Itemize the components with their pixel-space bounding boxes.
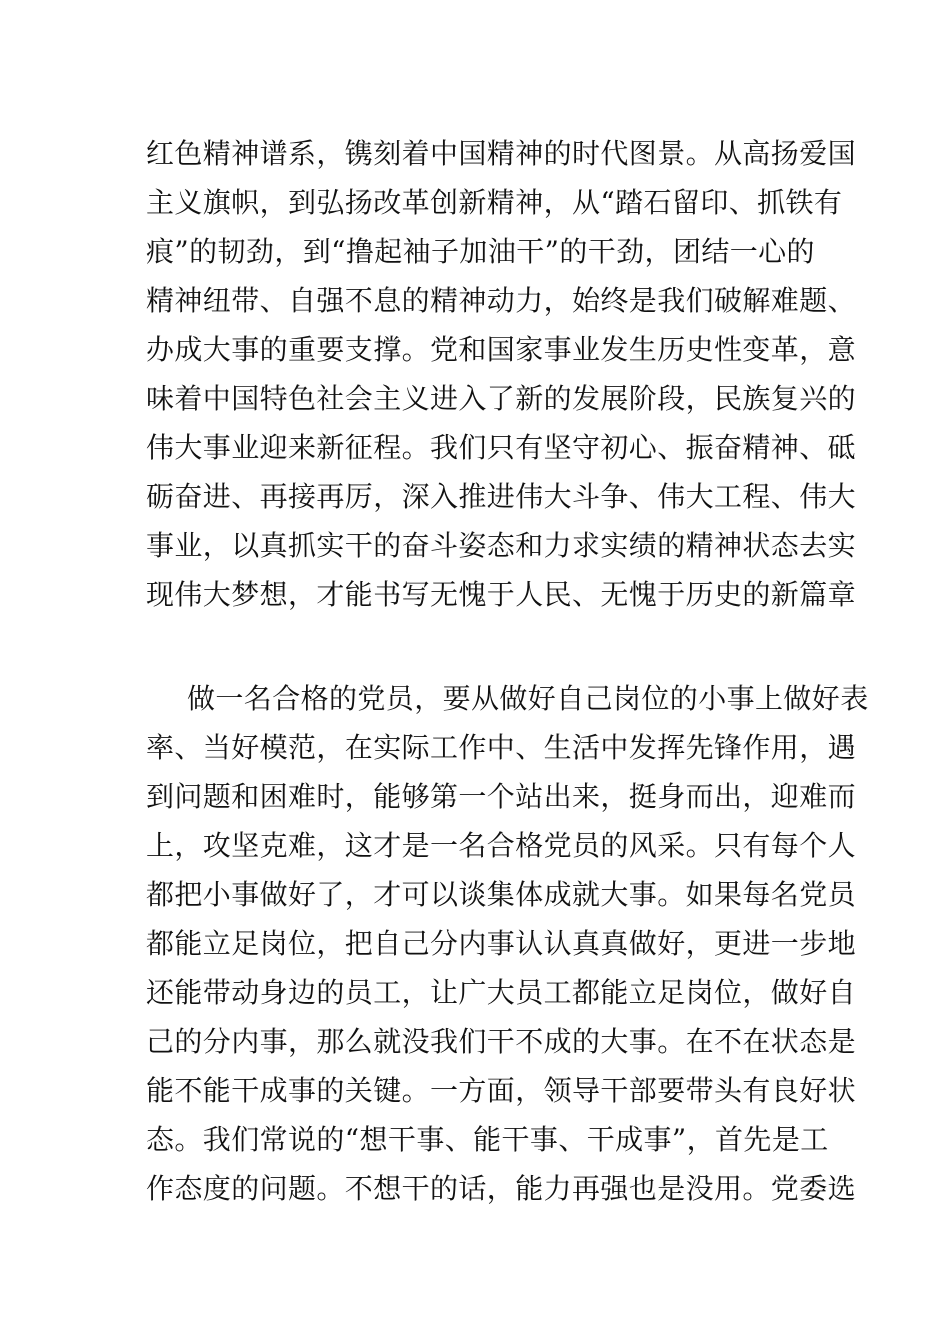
paragraph-1-line: 精神纽带、自强不息的精神动力，始终是我们破解难题、	[146, 284, 857, 317]
paragraph-1-line: 痕”的韧劲，到“撸起袖子加油干”的干劲，团结一心的	[146, 235, 815, 268]
paragraph-2-line: 能不能干成事的关键。一方面，领导干部要带头有良好状	[146, 1074, 857, 1107]
paragraph-2-line: 都把小事做好了，才可以谈集体成就大事。如果每名党员	[146, 878, 857, 911]
paragraph-1-line: 味着中国特色社会主义进入了新的发展阶段，民族复兴的	[146, 382, 857, 415]
paragraph-1-line: 事业，以真抓实干的奋斗姿态和力求实绩的精神状态去实	[146, 529, 857, 562]
paragraph-2-first-line: 做一名合格的党员，要从做好自己岗位的小事上做好表	[187, 682, 869, 715]
paragraph-2-line: 率、当好模范，在实际工作中、生活中发挥先锋作用，遇	[146, 731, 857, 764]
paragraph-2	[146, 674, 869, 1213]
paragraph-1-line: 主义旗帜，到弘扬改革创新精神，从“踏石留印、抓铁有	[146, 186, 843, 219]
paragraph-1-line: 红色精神谱系，镌刻着中国精神的时代图景。从高扬爱国	[146, 137, 857, 170]
paragraph-2-line: 己的分内事，那么就没我们干不成的大事。在不在状态是	[146, 1025, 857, 1058]
paragraph-1-line: 伟大事业迎来新征程。我们只有坚守初心、振奋精神、砥	[146, 431, 857, 464]
paragraph-2-line: 作态度的问题。不想干的话，能力再强也是没用。党委选	[146, 1172, 857, 1205]
paragraph-2-line: 到问题和困难时，能够第一个站出来，挺身而出，迎难而	[146, 780, 857, 813]
paragraph-2-line: 上，攻坚克难，这才是一名合格党员的风采。只有每个人	[146, 829, 857, 862]
paragraph-2-line: 都能立足岗位，把自己分内事认认真真做好，更进一步地	[146, 927, 857, 960]
paragraph-2-line: 还能带动身边的员工，让广大员工都能立足岗位，做好自	[146, 976, 857, 1009]
paragraph-2-line: 态。我们常说的“想干事、能干事、干成事”，首先是工	[146, 1123, 829, 1156]
paragraph-1-line: 现伟大梦想，才能书写无愧于人民、无愧于历史的新篇章	[146, 578, 857, 611]
paragraph-1-line: 砺奋进、再接再厉，深入推进伟大斗争、伟大工程、伟大	[146, 480, 857, 513]
paragraph-1-line: 办成大事的重要支撑。党和国家事业发生历史性变革，意	[146, 333, 857, 366]
paragraph-1	[146, 129, 857, 619]
